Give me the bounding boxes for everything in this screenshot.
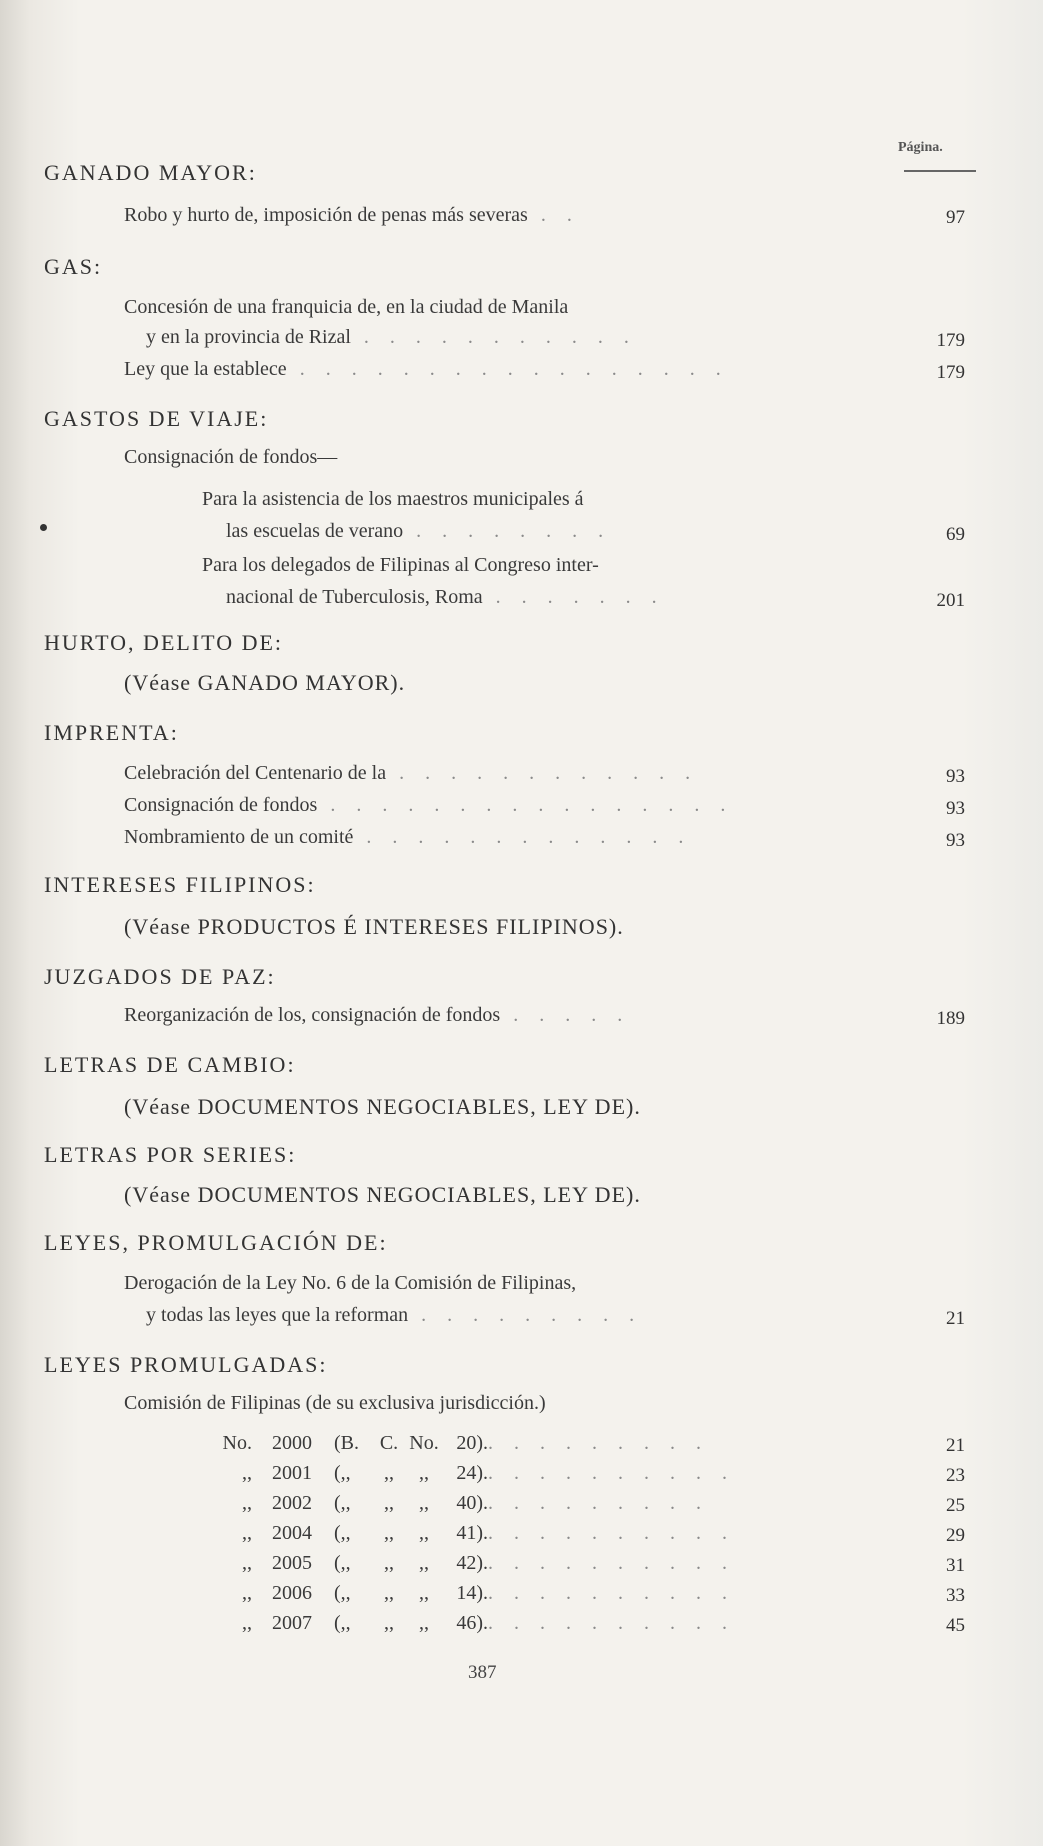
header-rule bbox=[904, 170, 976, 172]
see-reference: (Véase PRODUCTOS É INTERESES FILIPINOS). bbox=[124, 914, 624, 939]
heading-hurto-delito-de: HURTO, DELITO DE: bbox=[44, 630, 284, 655]
page-number: 23 bbox=[946, 1465, 965, 1486]
entry-text: Robo y hurto de, imposición de penas más severas . . bbox=[124, 204, 580, 226]
law-row: No. 2000 (B. C. No. 20).. . . . . . . . . bbox=[222, 1432, 709, 1454]
entry-text: Celebración del Centenario de la . . . . . . . . . . . . bbox=[124, 762, 699, 784]
page-number: 179 bbox=[936, 362, 965, 383]
page-number: 93 bbox=[946, 830, 965, 851]
law-row: ,, 2006 (,, ,, ,, 14).. . . . . . . . . . bbox=[242, 1582, 735, 1604]
heading-gas: GAS: bbox=[44, 254, 103, 279]
heading-imprenta: IMPRENTA: bbox=[44, 720, 179, 745]
page-number: 69 bbox=[946, 524, 965, 545]
pagina-column-header: Página. bbox=[898, 140, 943, 155]
page-number: 25 bbox=[946, 1495, 965, 1516]
heading-letras-por-series: LETRAS POR SERIES: bbox=[44, 1142, 297, 1167]
entry-text-line1: Para los delegados de Filipinas al Congreso inter- bbox=[202, 554, 599, 576]
entry-text: Nombramiento de un comité . . . . . . . . . . . . . bbox=[124, 826, 692, 848]
page-number: 201 bbox=[936, 590, 965, 611]
law-row: ,, 2001 (,, ,, ,, 24).. . . . . . . . . . bbox=[242, 1462, 735, 1484]
page-number: 93 bbox=[946, 798, 965, 819]
entry-text-line1: Concesión de una franquicia de, en la ciudad de Manila bbox=[124, 296, 569, 318]
entry-text-line2: y todas las leyes que la reforman . . . . . . . . . bbox=[146, 1304, 643, 1326]
entry-text-line2: las escuelas de verano . . . . . . . . bbox=[226, 520, 612, 542]
entry-text-line1: Derogación de la Ley No. 6 de la Comisión de Filipinas, bbox=[124, 1272, 577, 1294]
entry-text-line2: nacional de Tuberculosis, Roma . . . . . . . bbox=[226, 586, 665, 608]
heading-letras-de-cambio: LETRAS DE CAMBIO: bbox=[44, 1052, 296, 1077]
entry-text-line2: y en la provincia de Rizal . . . . . . . . . . . bbox=[146, 326, 637, 348]
law-row: ,, 2004 (,, ,, ,, 41).. . . . . . . . . . bbox=[242, 1522, 735, 1544]
heading-leyes-promulgadas: LEYES PROMULGADAS: bbox=[44, 1352, 328, 1377]
page-number: 45 bbox=[946, 1615, 965, 1636]
heading-juzgados-de-paz: JUZGADOS DE PAZ: bbox=[44, 964, 276, 989]
entry-text: Ley que la establece . . . . . . . . . . . . . . . . . bbox=[124, 358, 729, 380]
law-row: ,, 2005 (,, ,, ,, 42).. . . . . . . . . . bbox=[242, 1552, 735, 1574]
page-number: 97 bbox=[946, 207, 965, 228]
page-number: 31 bbox=[946, 1555, 965, 1576]
heading-intereses-filipinos: INTERESES FILIPINOS: bbox=[44, 872, 316, 897]
heading-gastos-de-viaje: GASTOS DE VIAJE: bbox=[44, 406, 269, 431]
page-number: 93 bbox=[946, 766, 965, 787]
law-row: ,, 2002 (,, ,, ,, 40).. . . . . . . . . bbox=[242, 1492, 709, 1514]
page-folio: 387 bbox=[468, 1662, 497, 1683]
subheading: Comisión de Filipinas (de su exclusiva jurisdicción.) bbox=[124, 1392, 546, 1414]
page-number: 33 bbox=[946, 1585, 965, 1606]
law-row: ,, 2007 (,, ,, ,, 46).. . . . . . . . . . bbox=[242, 1612, 735, 1634]
page-number: 21 bbox=[946, 1435, 965, 1456]
page-number: 21 bbox=[946, 1308, 965, 1329]
entry-text-line1: Para la asistencia de los maestros municipales á bbox=[202, 488, 584, 510]
see-reference: (Véase DOCUMENTOS NEGOCIABLES, LEY DE). bbox=[124, 1094, 641, 1119]
heading-ganado-mayor: GANADO MAYOR: bbox=[44, 160, 257, 185]
page-number: 189 bbox=[936, 1008, 965, 1029]
see-reference: (Véase DOCUMENTOS NEGOCIABLES, LEY DE). bbox=[124, 1182, 641, 1207]
entry-text: Consignación de fondos . . . . . . . . . . . . . . . . bbox=[124, 794, 734, 816]
heading-leyes-promulgacion-de: LEYES, PROMULGACIÓN DE: bbox=[44, 1230, 388, 1255]
entry-text: Reorganización de los, consignación de fondos . . . . . bbox=[124, 1004, 631, 1026]
ink-mark bbox=[40, 524, 47, 531]
page-number: 29 bbox=[946, 1525, 965, 1546]
subheading: Consignación de fondos— bbox=[124, 446, 338, 468]
page-number: 179 bbox=[936, 330, 965, 351]
see-reference: (Véase GANADO MAYOR). bbox=[124, 670, 406, 695]
